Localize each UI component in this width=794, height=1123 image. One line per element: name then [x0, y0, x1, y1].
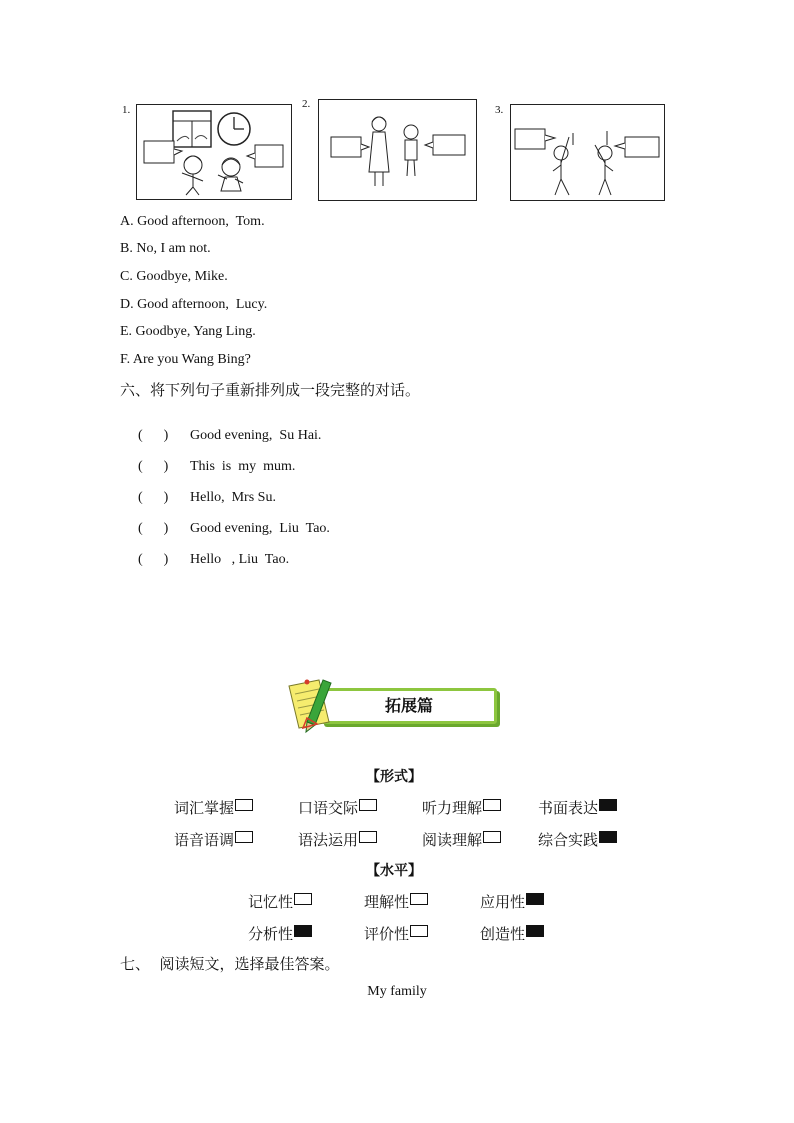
option-d: D. Good afternoon, Lucy.	[120, 297, 268, 312]
section-7-title: 七、 阅读短文，选择最佳答案。	[120, 955, 340, 973]
checked-box-icon[interactable]	[599, 799, 617, 811]
dialogue-line: Hello, Mrs Su.	[190, 490, 276, 505]
checkbox-icon[interactable]	[483, 799, 501, 811]
level-tag: 创造性	[480, 923, 544, 944]
mother-child-illustration	[319, 100, 476, 200]
farewell-scene-illustration	[511, 105, 664, 200]
checkbox-icon[interactable]	[235, 799, 253, 811]
section-6-title: 六、将下列句子重新排列成一段完整的对话。	[120, 381, 421, 399]
picture-number: 1.	[122, 104, 131, 116]
picture-frame	[136, 104, 292, 200]
banner-title: 拓展篇	[384, 696, 433, 715]
answer-blank[interactable]: ( )	[138, 459, 169, 474]
level-tag: 分析性	[248, 923, 312, 944]
checked-box-icon[interactable]	[599, 831, 617, 843]
level-tag: 评价性	[364, 923, 428, 944]
level-title: 【水平】	[366, 863, 422, 879]
option-c: C. Goodbye, Mike.	[120, 269, 228, 284]
form-tag: 书面表达	[538, 797, 617, 818]
picture-frame	[510, 104, 665, 201]
form-tag: 词汇掌握	[174, 797, 253, 818]
order-row	[124, 536, 289, 584]
form-tag: 听力理解	[422, 797, 501, 818]
passage-title: My family	[367, 984, 427, 999]
picture-frame	[318, 99, 477, 201]
extension-banner	[285, 674, 515, 734]
answer-blank[interactable]: ( )	[138, 521, 169, 536]
answer-blank[interactable]: ( )	[138, 428, 169, 443]
notepad-pencil-icon	[285, 674, 345, 734]
dialogue-line: Good evening, Liu Tao.	[190, 521, 330, 536]
checkbox-icon[interactable]	[359, 831, 377, 843]
option-a: A. Good afternoon, Tom.	[120, 214, 265, 229]
dialogue-line: This is my mum.	[190, 459, 296, 474]
form-tag: 综合实践	[538, 829, 617, 850]
answer-blank[interactable]: ( )	[138, 552, 169, 567]
option-e: E. Goodbye, Yang Ling.	[120, 324, 256, 339]
checkbox-icon[interactable]	[359, 799, 377, 811]
picture-number: 3.	[495, 104, 504, 116]
level-tag: 应用性	[480, 891, 544, 912]
form-tag: 语音语调	[174, 829, 253, 850]
option-b: B. No, I am not.	[120, 241, 211, 256]
dialogue-line: Hello , Liu Tao.	[190, 552, 290, 567]
form-title: 【形式】	[366, 769, 422, 785]
checkbox-icon[interactable]	[483, 831, 501, 843]
greeting-scene-illustration	[137, 105, 291, 199]
picture-number: 2.	[302, 98, 311, 110]
answer-blank[interactable]: ( )	[138, 490, 169, 505]
checkbox-icon[interactable]	[235, 831, 253, 843]
level-tag: 记忆性	[248, 891, 312, 912]
form-tag: 阅读理解	[422, 829, 501, 850]
checkbox-icon[interactable]	[294, 893, 312, 905]
form-tag: 口语交际	[298, 797, 377, 818]
option-f: F. Are you Wang Bing?	[120, 352, 251, 367]
checkbox-icon[interactable]	[410, 893, 428, 905]
level-tag: 理解性	[364, 891, 428, 912]
form-tag: 语法运用	[298, 829, 377, 850]
checked-box-icon[interactable]	[526, 925, 544, 937]
checked-box-icon[interactable]	[294, 925, 312, 937]
checked-box-icon[interactable]	[526, 893, 544, 905]
dialogue-line: Good evening, Su Hai.	[190, 428, 322, 443]
checkbox-icon[interactable]	[410, 925, 428, 937]
